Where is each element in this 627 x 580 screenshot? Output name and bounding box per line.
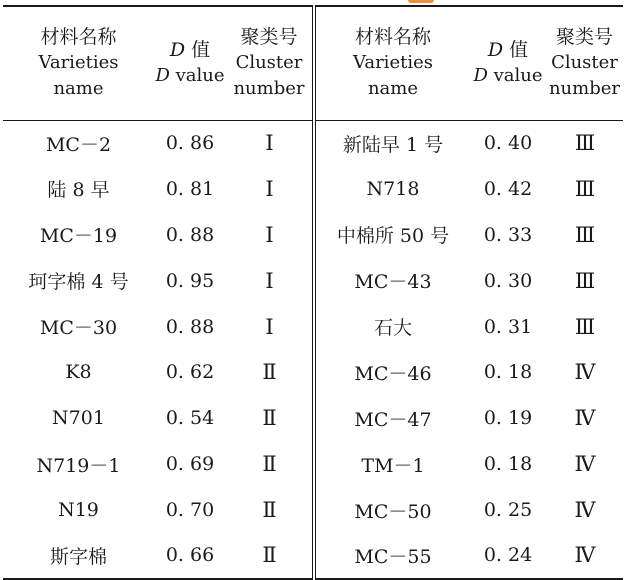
table-row <box>3 258 623 304</box>
d-value-cell: 0. 81 <box>165 177 215 200</box>
cluster-number-cell: Ⅱ <box>226 487 314 533</box>
d-value-cell: 0. 40 <box>483 132 533 155</box>
cluster-number-cell: Ⅰ <box>226 166 314 212</box>
d-value-cell: 0. 42 <box>483 177 533 200</box>
d-value-cell: 0. 62 <box>165 361 215 384</box>
variety-name-cell: 陆 8 早 <box>47 179 110 202</box>
variety-name-cell: K8 <box>65 361 92 384</box>
d-value-cell: 0. 18 <box>483 453 533 476</box>
variety-name-cell: N719－1 <box>36 454 121 477</box>
d-value-cell: 0. 69 <box>165 453 215 476</box>
variety-name-cell: MC－43 <box>354 271 432 294</box>
variety-name-cell: N19 <box>58 499 99 522</box>
table-row <box>3 395 623 441</box>
d-value-cell: 0. 31 <box>483 315 533 338</box>
table-row <box>3 166 623 212</box>
cluster-number-cell: Ⅱ <box>226 349 314 395</box>
variety-name-cell: MC－47 <box>354 408 432 431</box>
cluster-number-cell: Ⅲ <box>574 176 595 201</box>
d-value-cell: 0. 54 <box>165 407 215 430</box>
header-name-left: 材料名称 Varieties name <box>3 6 154 120</box>
cluster-number-cell: Ⅱ <box>226 441 314 487</box>
d-value-cell: 0. 66 <box>154 533 226 579</box>
accent-stub <box>408 0 434 3</box>
header-cluster-left: 聚类号 Cluster number <box>226 6 314 120</box>
d-value-cell: 0. 88 <box>165 223 215 246</box>
variety-name-cell: MC－19 <box>39 225 118 248</box>
d-value-cell: 0. 70 <box>165 499 215 522</box>
header-name-right: 材料名称 Varieties name <box>314 6 470 120</box>
variety-name-cell: MC－30 <box>39 317 118 339</box>
variety-name-cell: MC－2 <box>45 133 112 156</box>
d-value-cell: 0. 18 <box>483 361 533 384</box>
table-row <box>3 533 623 579</box>
cluster-number-cell: Ⅳ <box>574 498 595 523</box>
cluster-number-cell: Ⅰ <box>226 212 314 258</box>
cluster-number-cell: Ⅳ <box>574 452 595 477</box>
d-value-cell: 0. 25 <box>483 499 533 522</box>
header-row <box>3 6 623 120</box>
variety-name-cell: N701 <box>52 407 105 430</box>
cluster-number-cell: Ⅲ <box>574 268 595 293</box>
d-value-cell: 0. 95 <box>165 269 215 292</box>
cluster-number-cell: Ⅳ <box>574 406 595 431</box>
cluster-number-cell: Ⅲ <box>574 314 595 339</box>
cluster-number-cell: Ⅲ <box>574 131 595 156</box>
variety-name-cell: MC－55 <box>314 533 470 579</box>
variety-name-cell: 新陆早 1 号 <box>342 133 444 156</box>
cluster-number-cell: Ⅰ <box>226 120 314 166</box>
d-value-cluster-table <box>3 5 623 580</box>
cluster-number-cell: Ⅳ <box>546 533 623 579</box>
d-value-cell: 0. 86 <box>165 132 215 155</box>
variety-name-cell: MC－50 <box>354 500 432 523</box>
cluster-number-cell: Ⅰ <box>226 304 314 350</box>
variety-name-cell: N718 <box>366 177 420 200</box>
table-row <box>3 304 623 350</box>
header-d-right: D 值 D value <box>470 6 546 120</box>
d-value-cell: 0. 88 <box>165 315 215 338</box>
cluster-number-cell: Ⅲ <box>574 222 595 247</box>
variety-name-cell: 珂字棉 4 号 <box>28 271 129 294</box>
table-row <box>3 120 623 166</box>
d-value-cell: 0. 30 <box>483 269 533 292</box>
variety-name-cell: 斯字棉 <box>3 533 154 579</box>
d-value-cell: 0. 33 <box>483 223 533 246</box>
header-cluster-right: 聚类号 Cluster number <box>546 6 623 120</box>
variety-name-cell: TM－1 <box>361 454 425 477</box>
table-row <box>3 349 623 395</box>
variety-name-cell: MC－46 <box>354 362 432 385</box>
table-row <box>3 212 623 258</box>
table-row <box>3 441 623 487</box>
d-value-cell: 0. 24 <box>470 533 546 579</box>
variety-name-cell: 石大 <box>373 317 412 339</box>
d-value-cell: 0. 19 <box>483 407 533 430</box>
cluster-number-cell: Ⅰ <box>226 258 314 304</box>
cluster-number-cell: Ⅱ <box>226 533 314 579</box>
cluster-number-cell: Ⅳ <box>574 360 595 385</box>
table-row <box>3 487 623 533</box>
variety-name-cell: 中棉所 50 号 <box>336 225 450 248</box>
cluster-number-cell: Ⅱ <box>226 395 314 441</box>
header-d-left: D 值 D value <box>154 6 226 120</box>
